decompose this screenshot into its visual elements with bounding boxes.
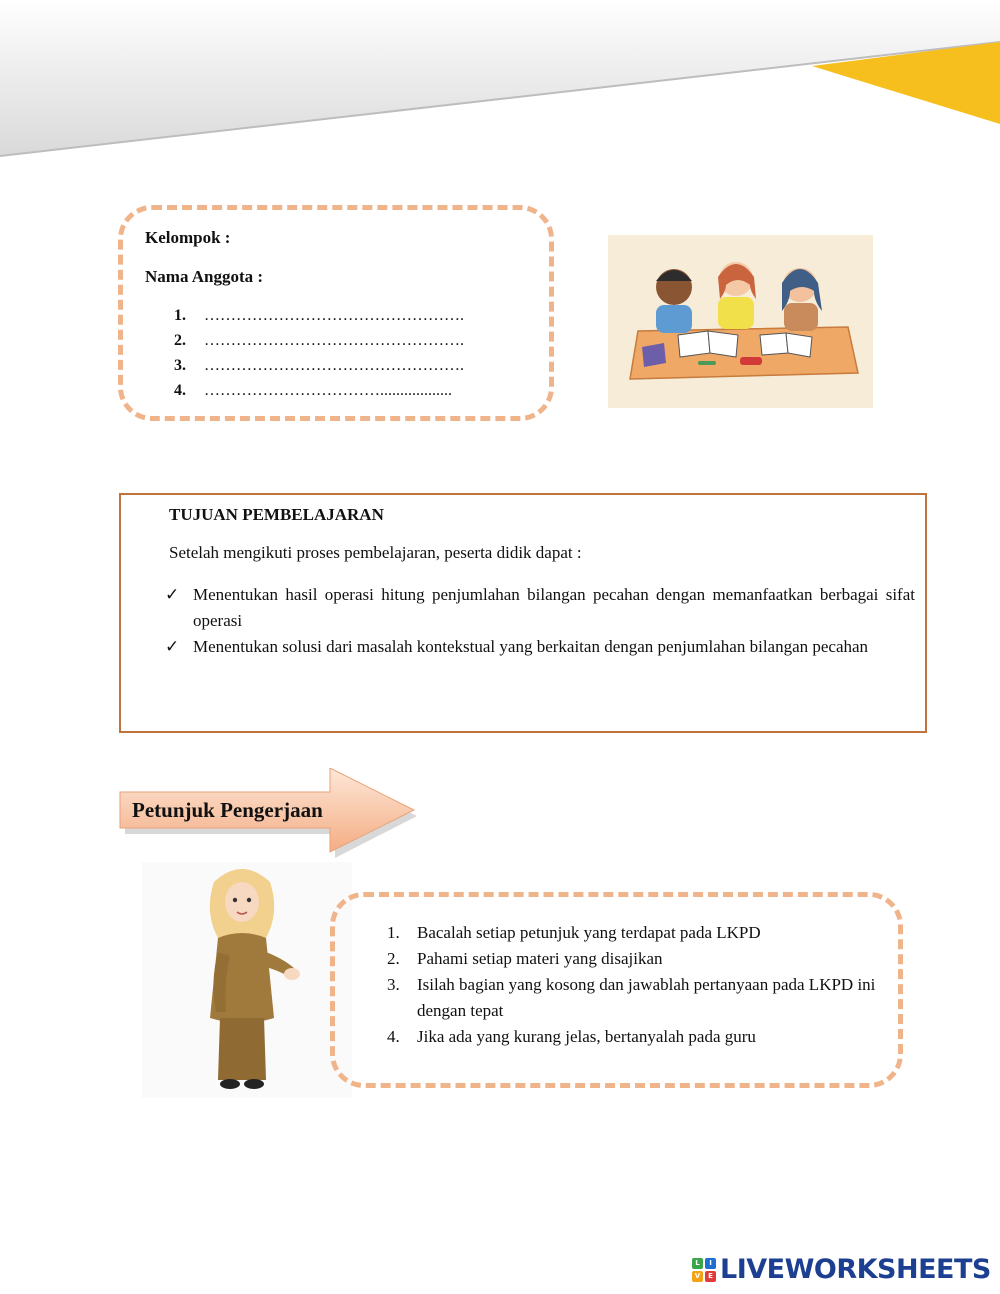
objectives-title: TUJUAN PEMBELAJARAN	[169, 505, 384, 524]
logo-text: LIVEWORKSHEETS	[720, 1254, 991, 1285]
instructions-steps-box	[330, 892, 903, 1088]
member-number: 4.	[174, 382, 186, 399]
instruction-step	[387, 972, 887, 1024]
member-line[interactable]	[174, 357, 464, 375]
step-number: 3.	[387, 975, 400, 994]
logo-letter: L	[692, 1258, 703, 1269]
step-number: 2.	[387, 949, 400, 968]
check-icon: ✓	[165, 637, 180, 656]
teacher-illustration	[142, 862, 352, 1098]
member-number: 3.	[174, 357, 186, 374]
objective-item	[165, 634, 915, 660]
member-blank: ……………………………..................	[204, 382, 452, 399]
instructions-title: Petunjuk Pengerjaan	[132, 798, 323, 822]
logo-letter: I	[705, 1258, 716, 1269]
member-line[interactable]	[174, 382, 452, 400]
member-line[interactable]	[174, 307, 464, 325]
step-number: 1.	[387, 923, 400, 942]
logo-letter: V	[692, 1271, 703, 1282]
step-number: 4.	[387, 1027, 400, 1046]
liveworksheets-logo[interactable]	[692, 1254, 991, 1285]
students-studying-illustration	[608, 235, 873, 408]
instruction-step	[387, 946, 887, 972]
member-blank: ………………………………………….	[204, 307, 464, 324]
members-label: Nama Anggota :	[145, 267, 264, 286]
logo-letter: E	[705, 1271, 716, 1282]
step-text: Pahami setiap materi yang disajikan	[417, 949, 663, 968]
logo-grid-icon	[692, 1258, 716, 1282]
header-banner	[0, 0, 1000, 170]
member-blank: ………………………………………….	[204, 357, 464, 374]
member-number: 1.	[174, 307, 186, 324]
member-line[interactable]	[174, 332, 464, 350]
step-text: Jika ada yang kurang jelas, bertanyalah pada guru	[417, 1027, 756, 1046]
step-text: Isilah bagian yang kosong dan jawablah pertanyaan pada LKPD ini dengan tepat	[417, 975, 876, 1020]
instruction-step	[387, 920, 887, 946]
objectives-intro: Setelah mengikuti proses pembelajaran, peserta didik dapat :	[169, 543, 582, 562]
member-number: 2.	[174, 332, 186, 349]
instruction-step	[387, 1024, 887, 1050]
objective-text: Menentukan hasil operasi hitung penjumlahan bilangan pecahan dengan memanfaatkan berbagai sifat operasi	[193, 585, 915, 630]
objective-text: Menentukan solusi dari masalah kontekstual yang berkaitan dengan penjumlahan bilangan pecahan	[193, 637, 869, 656]
step-text: Bacalah setiap petunjuk yang terdapat pada LKPD	[417, 923, 761, 942]
check-icon: ✓	[165, 585, 180, 604]
group-label: Kelompok :	[145, 228, 231, 247]
member-blank: ………………………………………….	[204, 332, 464, 349]
learning-objectives-box	[119, 493, 927, 733]
objective-item	[165, 582, 915, 634]
